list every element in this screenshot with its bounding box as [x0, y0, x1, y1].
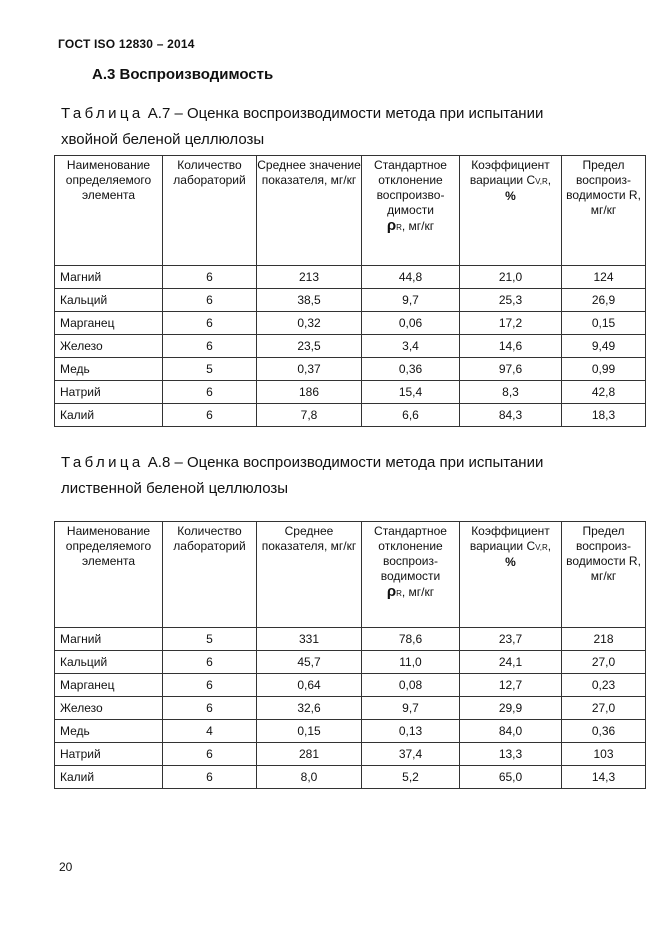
column-header-variation-coefficient: Коэффициент вариации СV,R, % [460, 522, 562, 628]
cell-variation-coefficient: 17,2 [460, 312, 562, 335]
table-caption-text: Оценка воспроизводимости метода при испытании [187, 454, 544, 471]
cell-mean: 8,0 [257, 766, 362, 789]
cell-reproducibility-limit: 18,3 [562, 404, 646, 427]
cell-lab-count: 6 [163, 743, 257, 766]
cell-mean: 281 [257, 743, 362, 766]
table-row [55, 674, 646, 697]
cell-std-deviation: 37,4 [362, 743, 460, 766]
document-code-header: ГОСТ ISO 12830 – 2014 [58, 37, 195, 51]
cell-mean: 186 [257, 381, 362, 404]
cell-lab-count: 6 [163, 404, 257, 427]
cell-reproducibility-limit: 26,9 [562, 289, 646, 312]
table-header-row [55, 156, 646, 266]
table-body [55, 266, 646, 427]
cell-element-name: Натрий [55, 743, 163, 766]
std-deviation-text: Стандартное отклонение воспроиз-водимости [374, 524, 447, 583]
table-row [55, 404, 646, 427]
cell-element-name: Калий [55, 766, 163, 789]
cell-std-deviation: 15,4 [362, 381, 460, 404]
cell-lab-count: 4 [163, 720, 257, 743]
cell-std-deviation: 6,6 [362, 404, 460, 427]
cell-reproducibility-limit: 124 [562, 266, 646, 289]
column-header-mean: Среднее значение показателя, мг/кг [257, 156, 362, 266]
column-header-lab-count: Количество лабораторий [163, 522, 257, 628]
cell-mean: 38,5 [257, 289, 362, 312]
column-header-std-deviation [362, 522, 460, 628]
cell-std-deviation: 9,7 [362, 289, 460, 312]
cell-reproducibility-limit: 0,99 [562, 358, 646, 381]
table-caption-label: Таблица [61, 454, 144, 471]
cell-reproducibility-limit: 0,15 [562, 312, 646, 335]
cell-lab-count: 5 [163, 628, 257, 651]
table-row [55, 766, 646, 789]
cell-variation-coefficient: 24,1 [460, 651, 562, 674]
std-deviation-symbol: ρR, мг/кг [386, 217, 435, 234]
cell-std-deviation: 78,6 [362, 628, 460, 651]
table-body [55, 628, 646, 789]
cell-reproducibility-limit: 0,23 [562, 674, 646, 697]
cell-variation-coefficient: 25,3 [460, 289, 562, 312]
cell-reproducibility-limit: 14,3 [562, 766, 646, 789]
variation-coefficient-subscript: V,R [535, 177, 548, 186]
cell-variation-coefficient: 97,6 [460, 358, 562, 381]
table-caption-number: А.8 – [147, 454, 183, 471]
table-row [55, 289, 646, 312]
table-caption-text: Оценка воспроизводимости метода при испытании [187, 105, 544, 122]
reproducibility-limit-text: Предел воспроиз-водимости R, [566, 524, 641, 568]
cell-mean: 331 [257, 628, 362, 651]
table-row [55, 697, 646, 720]
table-row [55, 312, 646, 335]
cell-std-deviation: 0,13 [362, 720, 460, 743]
cell-std-deviation: 0,08 [362, 674, 460, 697]
cell-variation-coefficient: 23,7 [460, 628, 562, 651]
cell-reproducibility-limit: 0,36 [562, 720, 646, 743]
cell-reproducibility-limit: 218 [562, 628, 646, 651]
cell-element-name: Марганец [55, 674, 163, 697]
cell-variation-coefficient: 29,9 [460, 697, 562, 720]
page-number: 20 [59, 860, 73, 874]
cell-element-name: Марганец [55, 312, 163, 335]
cell-lab-count: 6 [163, 312, 257, 335]
cell-element-name: Натрий [55, 381, 163, 404]
cell-mean: 0,64 [257, 674, 362, 697]
cell-std-deviation: 11,0 [362, 651, 460, 674]
table-caption-a8 [61, 450, 621, 502]
cell-lab-count: 6 [163, 335, 257, 358]
table-row [55, 358, 646, 381]
table-caption-label: Таблица [61, 105, 144, 122]
cell-lab-count: 6 [163, 266, 257, 289]
cell-std-deviation: 0,06 [362, 312, 460, 335]
cell-element-name: Медь [55, 720, 163, 743]
cell-mean: 32,6 [257, 697, 362, 720]
variation-coefficient-text: Коэффициент вариации С [469, 158, 550, 187]
column-header-lab-count: Количество лабораторий [163, 156, 257, 266]
cell-reproducibility-limit: 103 [562, 743, 646, 766]
cell-element-name: Кальций [55, 289, 163, 312]
table-header-row [55, 522, 646, 628]
cell-element-name: Магний [55, 266, 163, 289]
table-caption-a7 [61, 101, 621, 153]
cell-mean: 45,7 [257, 651, 362, 674]
column-header-element-name: Наименование определяемого элемента [55, 156, 163, 266]
column-header-reproducibility-limit [562, 522, 646, 628]
cell-variation-coefficient: 84,3 [460, 404, 562, 427]
cell-mean: 0,32 [257, 312, 362, 335]
cell-variation-coefficient: 65,0 [460, 766, 562, 789]
std-deviation-text: Стандартное отклонение воспроизво-димости [374, 158, 447, 217]
cell-mean: 23,5 [257, 335, 362, 358]
cell-lab-count: 5 [163, 358, 257, 381]
cell-variation-coefficient: 21,0 [460, 266, 562, 289]
cell-lab-count: 6 [163, 289, 257, 312]
cell-std-deviation: 9,7 [362, 697, 460, 720]
cell-mean: 0,15 [257, 720, 362, 743]
table-row [55, 381, 646, 404]
cell-lab-count: 6 [163, 697, 257, 720]
cell-reproducibility-limit: 9,49 [562, 335, 646, 358]
cell-variation-coefficient: 8,3 [460, 381, 562, 404]
cell-mean: 213 [257, 266, 362, 289]
cell-std-deviation: 44,8 [362, 266, 460, 289]
cell-variation-coefficient: 14,6 [460, 335, 562, 358]
table-row [55, 266, 646, 289]
table-caption-text-continued: лиственной беленой целлюлозы [61, 480, 289, 497]
table-row [55, 743, 646, 766]
reproducibility-limit-unit: мг/кг [590, 569, 617, 583]
variation-coefficient-unit: % [505, 555, 516, 569]
variation-coefficient-unit: % [505, 189, 516, 203]
cell-mean: 0,37 [257, 358, 362, 381]
cell-lab-count: 6 [163, 651, 257, 674]
cell-variation-coefficient: 12,7 [460, 674, 562, 697]
column-header-reproducibility-limit [562, 156, 646, 266]
cell-element-name: Железо [55, 335, 163, 358]
column-header-element-name: Наименование определяемого элемента [55, 522, 163, 628]
column-header-mean: Среднее показателя, мг/кг [257, 522, 362, 628]
table-caption-number: А.7 – [147, 105, 183, 122]
variation-coefficient-text: Коэффициент вариации С [469, 524, 550, 553]
table-row [55, 720, 646, 743]
reproducibility-limit-unit: мг/кг [590, 203, 617, 217]
table-row [55, 335, 646, 358]
std-deviation-symbol: ρR, мг/кг [386, 583, 435, 600]
cell-element-name: Кальций [55, 651, 163, 674]
cell-std-deviation: 5,2 [362, 766, 460, 789]
table-row [55, 628, 646, 651]
column-header-std-deviation [362, 156, 460, 266]
reproducibility-table-a7 [54, 155, 646, 427]
cell-variation-coefficient: 84,0 [460, 720, 562, 743]
cell-element-name: Калий [55, 404, 163, 427]
cell-reproducibility-limit: 27,0 [562, 651, 646, 674]
cell-variation-coefficient: 13,3 [460, 743, 562, 766]
variation-coefficient-subscript: V,R [535, 543, 548, 552]
cell-element-name: Медь [55, 358, 163, 381]
cell-element-name: Магний [55, 628, 163, 651]
cell-reproducibility-limit: 42,8 [562, 381, 646, 404]
cell-lab-count: 6 [163, 381, 257, 404]
cell-reproducibility-limit: 27,0 [562, 697, 646, 720]
section-title: А.3 Воспроизводимость [92, 66, 274, 83]
cell-lab-count: 6 [163, 766, 257, 789]
cell-std-deviation: 0,36 [362, 358, 460, 381]
column-header-variation-coefficient: Коэффициент вариации СV,R, % [460, 156, 562, 266]
cell-mean: 7,8 [257, 404, 362, 427]
reproducibility-limit-text: Предел воспроиз-водимости R, [566, 158, 641, 202]
cell-element-name: Железо [55, 697, 163, 720]
cell-lab-count: 6 [163, 674, 257, 697]
table-row [55, 651, 646, 674]
table-caption-text-continued: хвойной беленой целлюлозы [61, 131, 265, 148]
cell-std-deviation: 3,4 [362, 335, 460, 358]
reproducibility-table-a8 [54, 521, 646, 789]
